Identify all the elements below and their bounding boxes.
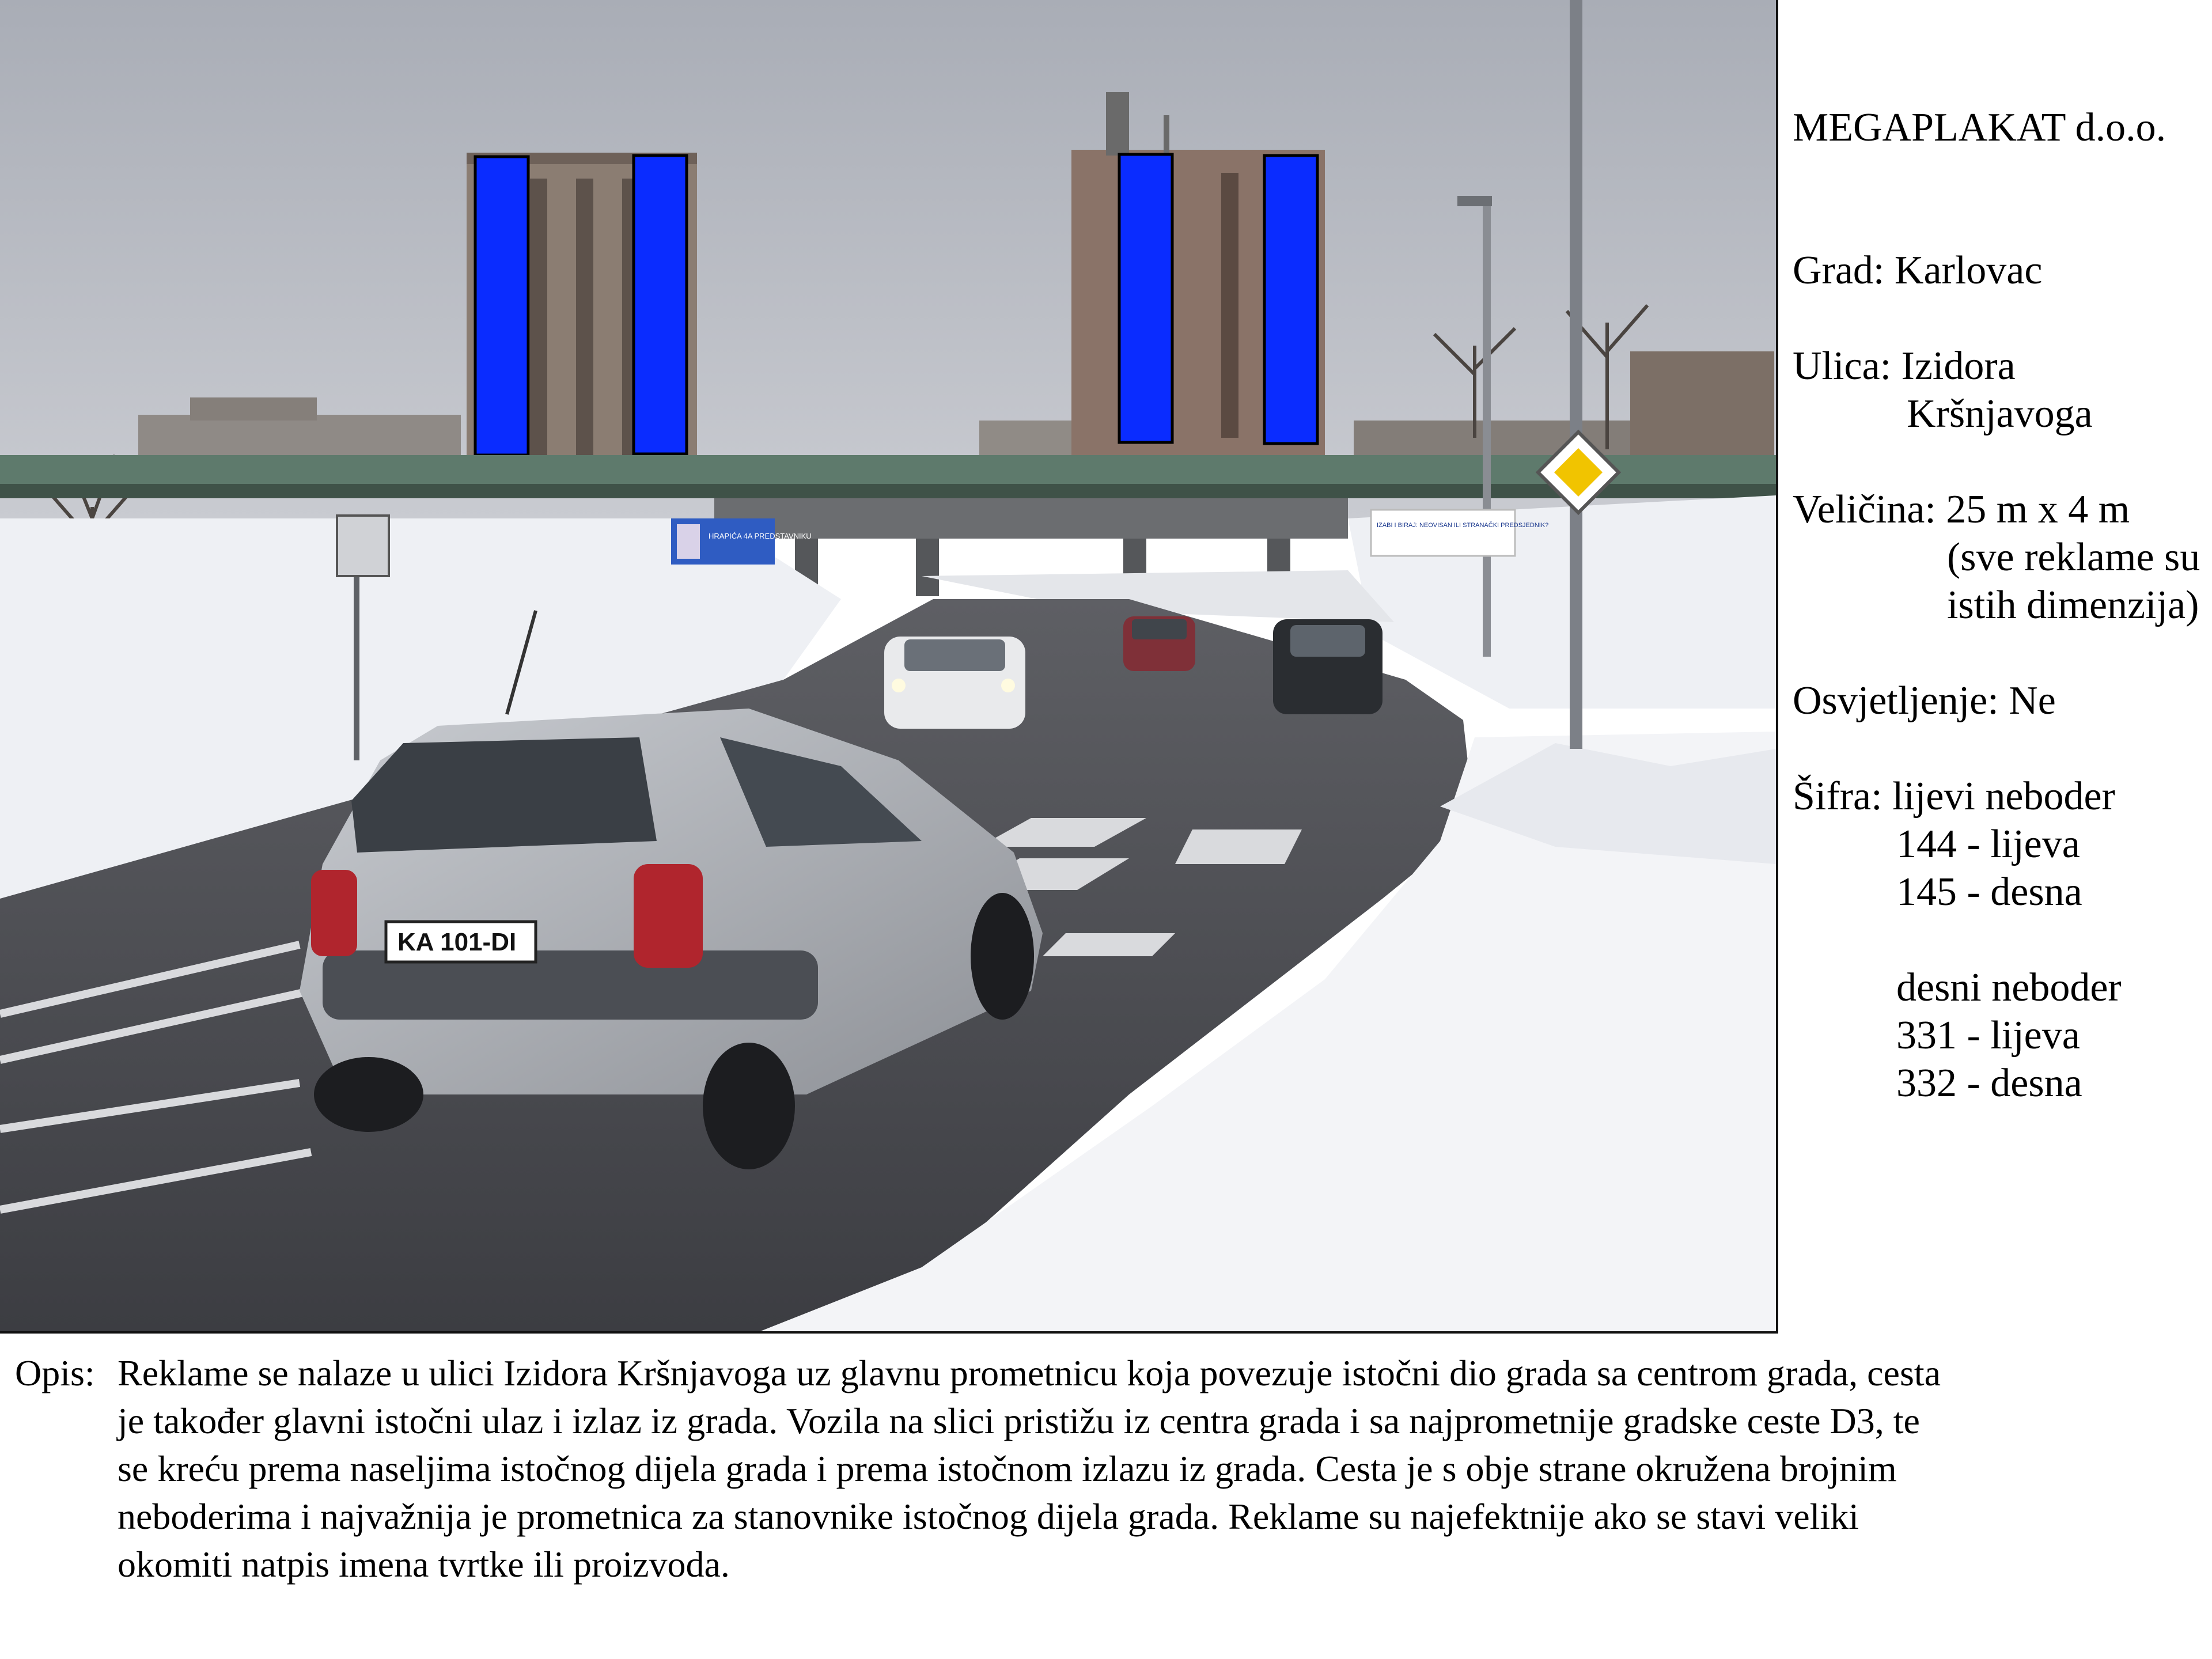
company-name: MEGAPLAKAT d.o.o. bbox=[1793, 105, 2166, 150]
description-line: okomiti natpis imena tvrtke ili proizvoda. bbox=[118, 1544, 730, 1585]
code-left-building: lijevi neboder bbox=[1892, 774, 2115, 819]
code-item: 144 - lijeva bbox=[1896, 822, 2080, 866]
dark-car bbox=[1273, 619, 1382, 714]
lighting-value: Ne bbox=[2009, 679, 2056, 723]
description-label: Opis: bbox=[15, 1353, 95, 1393]
code-right-building: desni neboder bbox=[1896, 965, 2122, 1010]
code-label: Šifra: bbox=[1793, 774, 1883, 819]
size-value: 25 m x 4 m bbox=[1946, 487, 2130, 532]
size-row bbox=[1793, 486, 2130, 533]
street-row bbox=[1793, 342, 2016, 390]
code-item: 145 - desna bbox=[1896, 870, 2082, 914]
city-value: Karlovac bbox=[1894, 248, 2043, 293]
billboard-145-right bbox=[634, 156, 687, 454]
street-label: Ulica: bbox=[1793, 344, 1892, 388]
city-label: Grad: bbox=[1793, 248, 1885, 293]
oncoming-white-car bbox=[884, 637, 1025, 729]
description-line: neboderima i najvažnija je prometnica za stanovnike istočnog dijela grada. Reklame su najefektnije ako se stavi veliki bbox=[118, 1496, 1859, 1537]
size-note-line2: istih dimenzija) bbox=[1947, 583, 2199, 627]
code-item: 331 - lijeva bbox=[1896, 1013, 2080, 1058]
oncoming-red-car bbox=[1123, 616, 1195, 671]
description-line: se kreću prema naseljima istočnog dijela grada i prema istočnom izlazu iz grada. Cesta je s obje strane okružena brojnim bbox=[118, 1448, 1897, 1489]
billboard-144-left bbox=[475, 157, 528, 455]
description-line: Reklame se nalaze u ulici Izidora Kršnjavoga uz glavnu prometnicu koja povezuje istočni dio grada sa centrom grada, cesta bbox=[118, 1353, 1941, 1393]
lighting-label: Osvjetljenje: bbox=[1793, 679, 1999, 723]
description-text bbox=[118, 1349, 2191, 1588]
lighting-row bbox=[1793, 677, 2056, 725]
size-note-line1: (sve reklame su bbox=[1947, 535, 2200, 579]
billboard-info-panel bbox=[1793, 0, 2207, 1325]
street-value-line2: Kršnjavoga bbox=[1907, 392, 2093, 436]
roadside-billboard-left-text: HRAPIĆA 4A PREDSTAVNIKU bbox=[709, 532, 812, 540]
city-row bbox=[1793, 247, 2042, 294]
license-plate: KA 101-DI bbox=[397, 928, 517, 956]
street-value-line1: Izidora bbox=[1901, 344, 2016, 388]
billboard-331-left bbox=[1119, 154, 1172, 442]
description-line: je također glavni istočni ulaz i izlaz iz grada. Vozila na slici pristižu iz centra grada i sa najprometnije gradske ceste D3, te bbox=[118, 1400, 1920, 1441]
roadside-billboard-right-text: IZABI I BIRAJ: NEOVISAN ILI STRANAČKI PREDSJEDNIK? bbox=[1377, 522, 1549, 529]
size-label: Veličina: bbox=[1793, 487, 1936, 532]
billboard-332-right bbox=[1264, 156, 1317, 444]
code-item: 332 - desna bbox=[1896, 1061, 2082, 1105]
code-row bbox=[1793, 772, 2115, 820]
